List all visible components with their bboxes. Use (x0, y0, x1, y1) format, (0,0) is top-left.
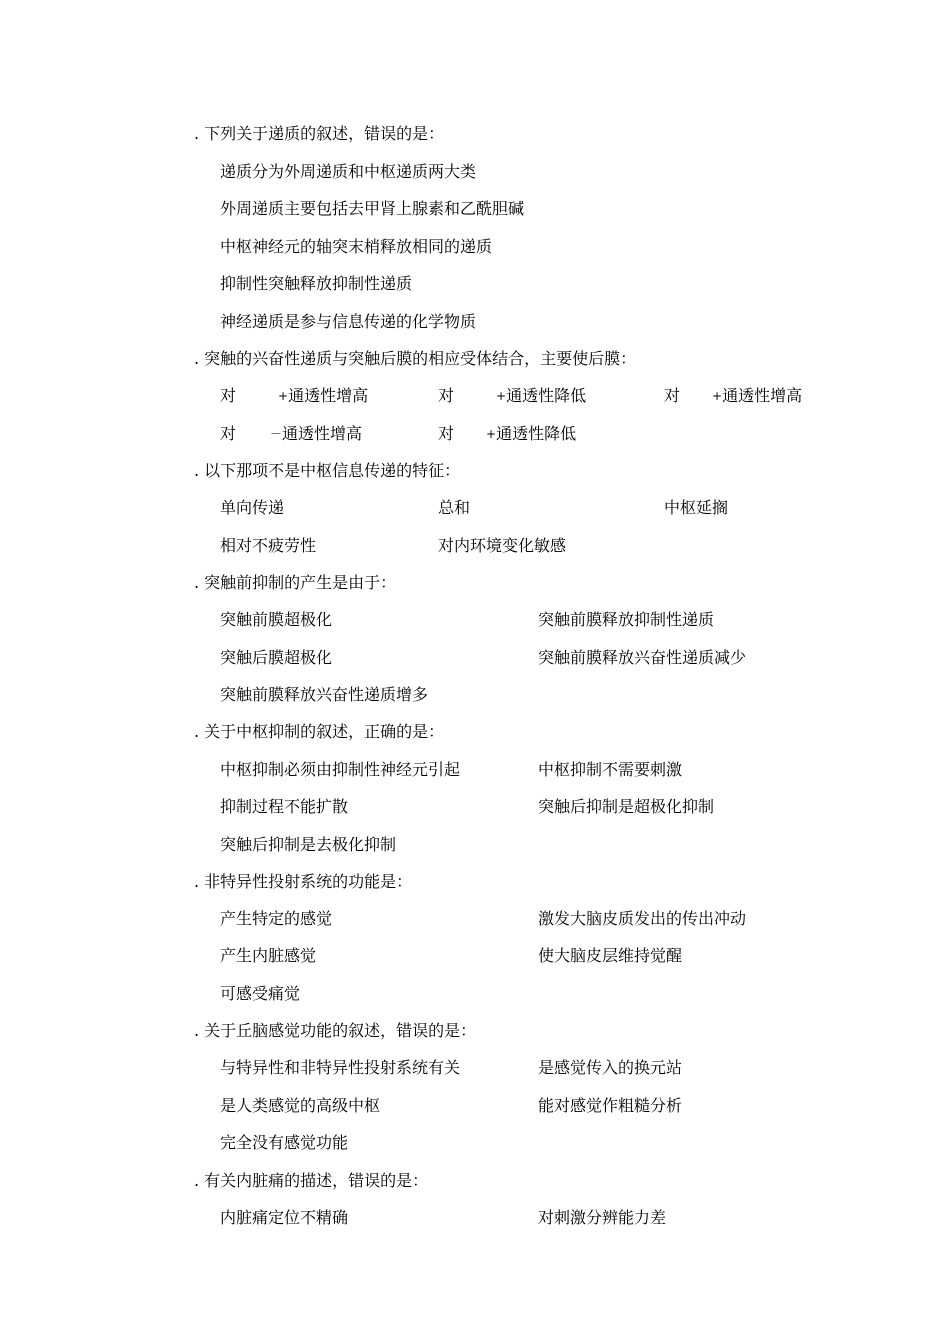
question-3-option-a: 单向传递 (220, 498, 285, 517)
question-3-option-b: 总和 (438, 498, 471, 517)
question-5-option-b: 中枢抑制不需要刺激 (538, 760, 683, 779)
question-4-option-e: 突触前膜释放兴奋性递质增多 (220, 685, 429, 704)
option-text: 通透性增高 (722, 386, 803, 405)
question-2-option-b (438, 384, 586, 408)
question-1-option-d: 抑制性突触释放抑制性递质 (220, 274, 413, 293)
question-6-option-e: 可感受痛觉 (220, 984, 301, 1003)
question-6-stem: . 非特异性投射系统的功能是： (194, 872, 413, 891)
option-prefix: 对 (438, 424, 455, 443)
option-text: 通透性降低 (496, 424, 577, 443)
question-2-option-a (220, 384, 368, 408)
question-4-option-c: 突触后膜超极化 (220, 648, 333, 667)
question-7-option-d: 能对感觉作粗糙分析 (538, 1096, 683, 1115)
question-3-option-e: 对内环境变化敏感 (438, 536, 567, 555)
question-8-option-a: 内脏痛定位不精确 (220, 1208, 349, 1227)
question-5-option-a: 中枢抑制必须由抑制性神经元引起 (220, 760, 461, 779)
question-3-option-c: 中枢延搁 (664, 498, 729, 517)
question-4-option-b: 突触前膜释放抑制性递质 (538, 610, 715, 629)
question-4-option-d: 突触前膜释放兴奋性递质减少 (538, 648, 747, 667)
question-1-stem: . 下列关于递质的叙述，错误的是： (194, 124, 445, 143)
ion-charge-symbol: + (496, 389, 507, 403)
question-6-option-c: 产生内脏感觉 (220, 946, 317, 965)
question-7-stem: . 关于丘脑感觉功能的叙述，错误的是： (194, 1021, 477, 1040)
question-5-option-c: 抑制过程不能扩散 (220, 797, 349, 816)
question-4-option-a: 突触前膜超极化 (220, 610, 333, 629)
question-4-stem: . 突触前抑制的产生是由于： (194, 573, 397, 592)
question-7-option-c: 是人类感觉的高级中枢 (220, 1096, 381, 1115)
question-8-option-b: 对刺激分辨能力差 (538, 1208, 667, 1227)
question-1-option-c: 中枢神经元的轴突末梢释放相同的递质 (220, 237, 493, 256)
question-5-stem: . 关于中枢抑制的叙述，正确的是： (194, 722, 445, 741)
ion-charge-symbol: + (278, 389, 289, 403)
option-prefix: 对 (220, 386, 237, 405)
ion-charge-symbol: + (486, 427, 497, 441)
question-2-option-e (438, 422, 576, 446)
question-7-option-a: 与特异性和非特异性投射系统有关 (220, 1058, 461, 1077)
question-2-option-c (664, 384, 802, 408)
option-text: 通透性降低 (506, 386, 587, 405)
question-6-option-a: 产生特定的感觉 (220, 909, 333, 928)
option-text: 通透性增高 (282, 424, 363, 443)
question-5-option-d: 突触后抑制是超极化抑制 (538, 797, 715, 816)
question-7-option-e: 完全没有感觉功能 (220, 1133, 349, 1152)
question-2-stem: . 突触的兴奋性递质与突触后膜的相应受体结合，主要使后膜： (194, 349, 637, 368)
option-prefix: 对 (438, 386, 455, 405)
question-5-option-e: 突触后抑制是去极化抑制 (220, 835, 397, 854)
question-8-stem: . 有关内脏痛的描述，错误的是： (194, 1171, 429, 1190)
option-prefix: 对 (220, 424, 237, 443)
question-3-stem: . 以下那项不是中枢信息传递的特征： (194, 461, 461, 480)
ion-charge-symbol: + (712, 389, 723, 403)
ion-charge-symbol: － (270, 427, 283, 441)
question-1-option-b: 外周递质主要包括去甲肾上腺素和乙酰胆碱 (220, 199, 525, 218)
question-6-option-d: 使大脑皮层维持觉醒 (538, 946, 683, 965)
question-6-option-b: 激发大脑皮质发出的传出冲动 (538, 909, 747, 928)
option-text: 通透性增高 (288, 386, 369, 405)
option-prefix: 对 (664, 386, 681, 405)
question-3-option-d: 相对不疲劳性 (220, 536, 317, 555)
question-1-option-e: 神经递质是参与信息传递的化学物质 (220, 312, 477, 331)
question-7-option-b: 是感觉传入的换元站 (538, 1058, 683, 1077)
question-2-option-d (220, 422, 362, 446)
question-1-option-a: 递质分为外周递质和中枢递质两大类 (220, 162, 477, 181)
